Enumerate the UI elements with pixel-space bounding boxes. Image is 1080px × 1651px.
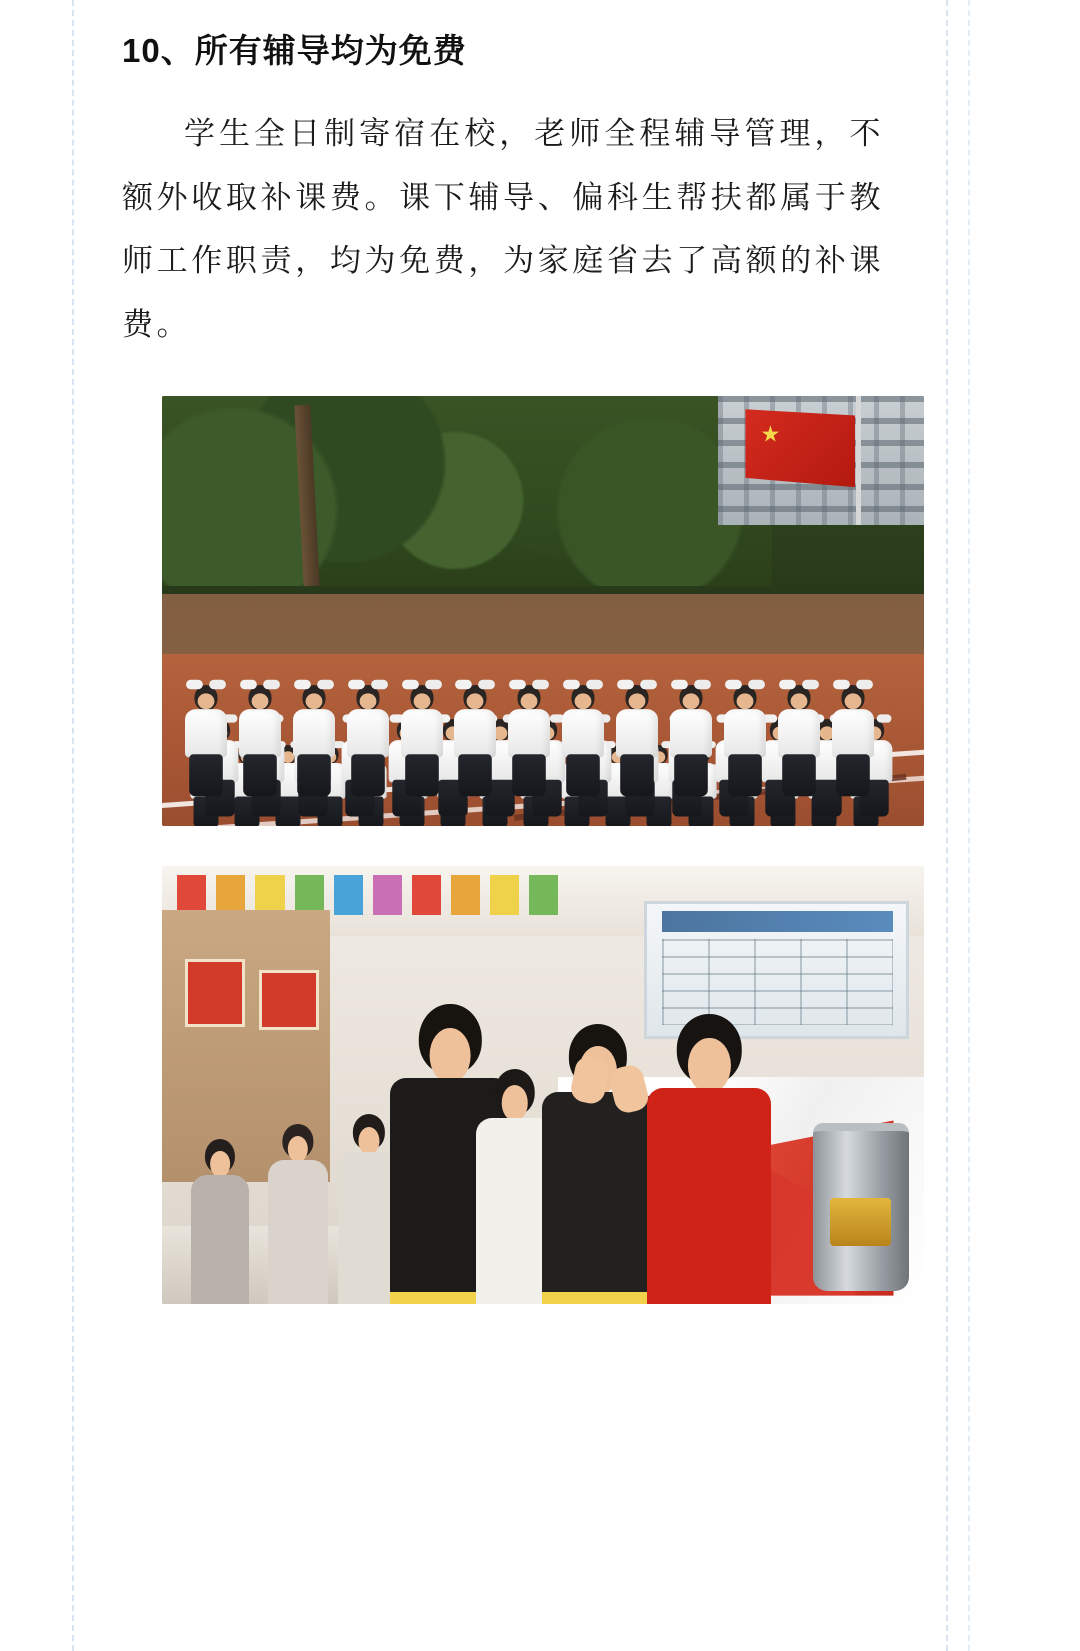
photo1-student-shoe	[833, 679, 850, 688]
photo2-person-face	[430, 1028, 471, 1083]
photo1-student-uniform	[562, 709, 604, 757]
photo1-student-shoe	[294, 679, 311, 688]
photo2-banner-card	[451, 875, 480, 914]
photo1-student-uniform	[293, 709, 335, 757]
photo2-water-urn	[813, 1123, 909, 1291]
photo1-student-shoe	[748, 679, 765, 688]
photo1-student-shoe	[725, 679, 742, 688]
photo2-person-torso	[268, 1160, 328, 1304]
photo1-student-face	[683, 693, 700, 709]
photo1-student-shoe	[263, 679, 280, 688]
photo1-student-shoe	[371, 679, 388, 688]
photo2-person-torso	[647, 1088, 771, 1305]
photo1-student-face	[791, 693, 808, 709]
photo1-student-uniform	[508, 709, 550, 757]
photo1-student-shoe	[779, 679, 796, 688]
photo1-student-shoe	[509, 679, 526, 688]
photo1-student-uniform	[832, 709, 874, 757]
photo1-student-face	[359, 693, 376, 709]
photo2-wall-poster	[259, 970, 319, 1030]
photo2-person-torso	[191, 1175, 249, 1304]
article-content	[122, 0, 884, 1320]
photo1-student-uniform	[778, 709, 820, 757]
photo1-student-face	[629, 693, 646, 709]
photo1-student-shoe	[694, 679, 711, 688]
photo1-student-face	[845, 693, 862, 709]
photo2-person-face	[210, 1151, 230, 1178]
photo2-banner-card	[334, 875, 363, 914]
photo1-student-pants	[728, 754, 762, 796]
photo1-student-shoe	[586, 679, 603, 688]
body-paragraph: 学生全日制寄宿在校，老师全程辅导管理，不额外收取补课费。课下辅导、偏科生帮扶都属于教师工作职责，均为免费，为家庭省去了高额的补课费。	[122, 116, 884, 342]
photo1-red-flag	[745, 409, 855, 487]
photo1-student-shoe	[617, 679, 634, 688]
photo2-banner-card	[295, 875, 324, 914]
photo2-hanging-banners	[177, 875, 558, 914]
photo2-banner-card	[216, 875, 245, 914]
photo1-student-shoe	[456, 679, 473, 688]
photo2-notice-board-title	[662, 911, 893, 932]
photo1-student-pants	[189, 754, 223, 796]
photo1-student-shoe	[425, 679, 442, 688]
photo1-student-face	[413, 693, 430, 709]
margin-guide-right	[946, 0, 948, 1651]
photo2-person-face	[288, 1136, 308, 1163]
photo2-banner-card	[373, 875, 402, 914]
photo1-student-pants	[243, 754, 277, 796]
photo1-student-shoe	[209, 679, 226, 688]
photo2-banner-card	[412, 875, 441, 914]
figure-corridor-handclap	[162, 866, 924, 1304]
photo2-person-face	[502, 1085, 529, 1121]
photo2-person-face	[688, 1038, 730, 1093]
photo1-student-face	[251, 693, 268, 709]
photo1-student-uniform	[454, 709, 496, 757]
photo1-student-pants	[405, 754, 439, 796]
photo2-person	[185, 1139, 255, 1304]
photo1-student-pants	[782, 754, 816, 796]
photo1-student-face	[521, 693, 538, 709]
photo1-student-pants	[674, 754, 708, 796]
photo2-wall-poster	[185, 959, 245, 1027]
section-heading: 10、所有辅导均为免费	[122, 32, 467, 69]
photo1-trees	[162, 396, 772, 585]
photo1-student-shoe	[856, 679, 873, 688]
photo1-student-shoe	[402, 679, 419, 688]
photo1-student-shoe	[240, 679, 257, 688]
photo1-student-pants	[459, 754, 493, 796]
photo1-student-shoe	[479, 679, 496, 688]
figure-students-running	[162, 396, 924, 826]
photo2-person	[261, 1124, 335, 1304]
photo1-student-pants	[297, 754, 331, 796]
photo1-student-shoe	[877, 714, 892, 722]
photo2-banner-card	[177, 875, 206, 914]
photo1-student-uniform	[616, 709, 658, 757]
photo1-student-face	[305, 693, 322, 709]
photo1-student-shoe	[317, 679, 334, 688]
photo2-person	[634, 1014, 784, 1304]
photo1-student-uniform	[239, 709, 281, 757]
photo-students-running	[162, 396, 924, 826]
photo1-student-face	[197, 693, 214, 709]
photo1-student-face	[575, 693, 592, 709]
photo1-student-shoe	[640, 679, 657, 688]
photo1-student-shoe	[186, 679, 203, 688]
margin-guide-right-outer	[968, 0, 970, 1651]
photo1-student-shoe	[802, 679, 819, 688]
photo1-student-uniform	[401, 709, 443, 757]
photo1-student-pants	[351, 754, 385, 796]
photo1-student-pants	[513, 754, 547, 796]
photo1-flag-pole	[856, 396, 861, 525]
photo1-student-uniform	[347, 709, 389, 757]
photo1-student-pants	[836, 754, 870, 796]
photo2-banner-card	[529, 875, 558, 914]
photo1-student-pants	[620, 754, 654, 796]
margin-guide-left	[72, 0, 74, 1651]
photo1-student-shoe	[563, 679, 580, 688]
photo-corridor-handclap	[162, 866, 924, 1304]
photo2-banner-card	[255, 875, 284, 914]
photo2-banner-card	[490, 875, 519, 914]
photo1-student-crowd	[162, 560, 924, 749]
photo1-student-uniform	[724, 709, 766, 757]
photo1-student-shoe	[348, 679, 365, 688]
photo1-student-face	[467, 693, 484, 709]
photo1-student-uniform	[670, 709, 712, 757]
photo1-student-shoe	[533, 679, 550, 688]
photo1-student-shoe	[671, 679, 688, 688]
photo1-student-uniform	[185, 709, 227, 757]
photo1-student-face	[737, 693, 754, 709]
photo1-student-pants	[567, 754, 601, 796]
